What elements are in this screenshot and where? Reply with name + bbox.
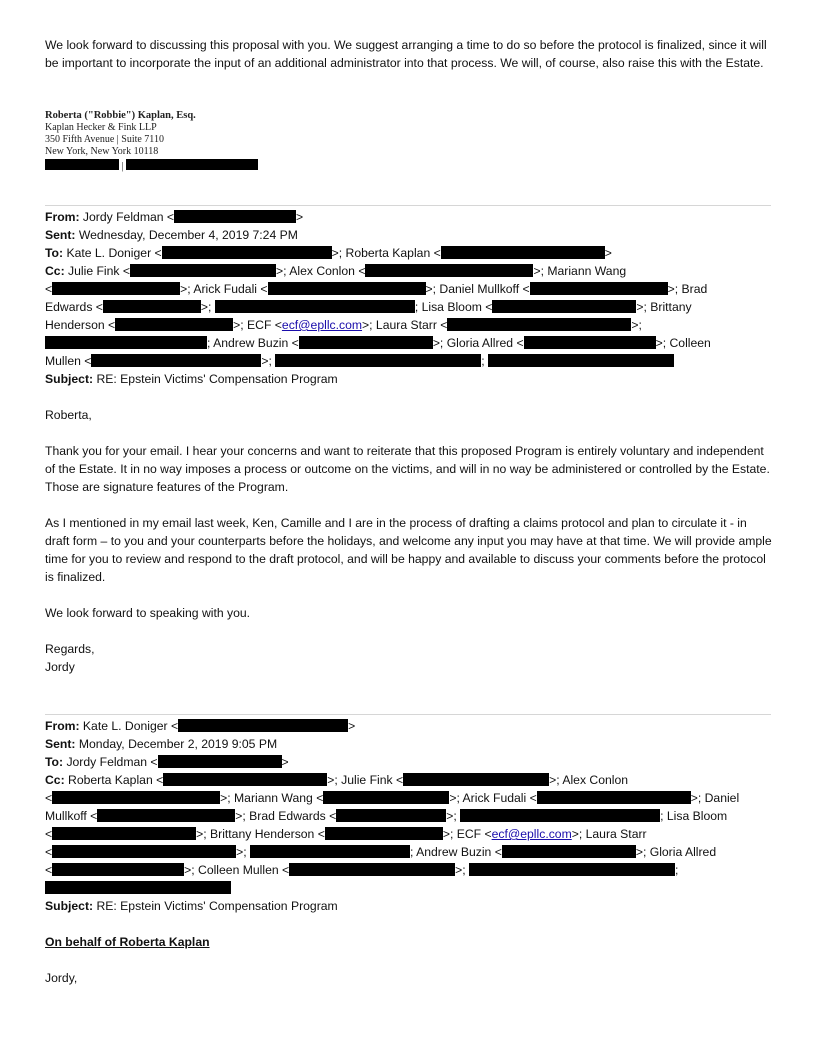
email2-subject-line: Subject: RE: Epstein Victims' Compensation Program: [45, 899, 338, 913]
redaction-box: [323, 791, 449, 804]
email2-from-line: From: Kate L. Doniger < >: [45, 719, 356, 733]
redaction-box: [492, 300, 636, 313]
redaction-box: [52, 863, 184, 876]
redaction-box: [441, 246, 605, 259]
email2-sent-line: Sent: Monday, December 2, 2019 9:05 PM: [45, 737, 278, 751]
redaction-box: [162, 246, 332, 259]
redaction-box: [52, 282, 180, 295]
redaction-box: [275, 354, 481, 367]
redaction-box: [215, 300, 415, 313]
redaction-box: [45, 159, 119, 170]
ecf-email-link[interactable]: ecf@epllc.com: [281, 318, 363, 332]
signature-address-line2: New York, New York 10118: [45, 146, 159, 157]
email1-cc-line: Cc: Julie Fink < >; Alex Conlon < >; Mariann Wang: [45, 264, 627, 278]
redaction-box: [158, 755, 282, 768]
email1-cc-line: Mullen < >; ;: [45, 352, 773, 370]
email1-paragraph-2: As I mentioned in my email last week, Ken, Camille and I are in the process of drafting a claims protocol and plan to circulate it - in draft form – to you and your counterparts before the holidays, and welcome any input you may have at that time. We will provide ample time for you to review and respond to the draft protocol, and will be happy and available to discuss your comments before the protocol is finalized.: [45, 516, 772, 584]
signature-name: Roberta ("Robbie") Kaplan, Esq.: [45, 110, 196, 121]
email2-on-behalf-heading: On behalf of Roberta Kaplan: [45, 935, 210, 949]
email1-cc-line: ; Andrew Buzin < >; Gloria Allred < >; Colleen: [45, 334, 773, 352]
redaction-box: [403, 773, 549, 786]
email1-signoff: Jordy: [45, 660, 75, 674]
redaction-box: [336, 809, 446, 822]
email1-from-line: From: Jordy Feldman < >: [45, 210, 304, 224]
email2-cc-line: Cc: Roberta Kaplan < >; Julie Fink < >; Alex Conlon: [45, 773, 629, 787]
email1-header: [45, 208, 773, 388]
redaction-box: [250, 845, 410, 858]
redaction-box: [289, 863, 455, 876]
email1-greeting: Roberta,: [45, 408, 92, 422]
email2-cc-line: [45, 879, 773, 897]
email1-sent-line: Sent: Wednesday, December 4, 2019 7:24 PM: [45, 228, 298, 242]
email2-cc-line: < >; Mariann Wang < >; Arick Fudali < >; Daniel: [45, 791, 740, 805]
redaction-box: [365, 264, 533, 277]
redaction-box: [325, 827, 443, 840]
email1-cc-line: Edwards < >; ; Lisa Bloom < >; Brittany: [45, 300, 692, 314]
redaction-box: [115, 318, 233, 331]
redaction-box: [45, 336, 207, 349]
redaction-box: [97, 809, 235, 822]
signature-firm: Kaplan Hecker & Fink LLP: [45, 122, 157, 133]
redaction-box: [52, 845, 236, 858]
signature-address-line1: 350 Fifth Avenue | Suite 7110: [45, 134, 164, 145]
email1-paragraph-3: We look forward to speaking with you.: [45, 606, 251, 620]
redaction-box: [502, 845, 636, 858]
email2-cc-line: < >; Colleen Mullen < >; ;: [45, 863, 679, 877]
redaction-box: [52, 827, 196, 840]
redaction-box: [45, 881, 231, 894]
redaction-box: [268, 282, 426, 295]
email2-to-line: To: Jordy Feldman < >: [45, 755, 289, 769]
redaction-box: [126, 159, 258, 170]
email2-cc-line: < >; Brittany Henderson < >; ECF <ecf@epllc.com>; Laura Starr: [45, 827, 647, 841]
email2-cc-line: Mullkoff < >; Brad Edwards < >; ; Lisa Bloom: [45, 809, 728, 823]
redaction-box: [460, 809, 660, 822]
redaction-box: [299, 336, 433, 349]
redaction-box: [130, 264, 276, 277]
email-divider: [45, 714, 771, 715]
email1-cc-line: < >; Arick Fudali < >; Daniel Mullkoff < >; Brad: [45, 282, 708, 296]
redaction-box: [488, 354, 674, 367]
ecf-email-link[interactable]: ecf@epllc.com: [491, 827, 572, 841]
email1-paragraph-1: Thank you for your email. I hear your concerns and want to reiterate that this proposed Program is entirely voluntary and independent of the Estate. It in no way imposes a process or outcome on the victims, and will in no way be administered or controlled by the Estate. Those are signature features of the Program.: [45, 444, 770, 494]
redaction-box: [537, 791, 691, 804]
email1-to-line: To: Kate L. Doniger < >; Roberta Kaplan < >: [45, 246, 612, 260]
redaction-box: [469, 863, 675, 876]
email2-greeting: Jordy,: [45, 971, 78, 985]
redaction-box: [178, 719, 348, 732]
signature-contact-line: [45, 159, 258, 173]
redaction-box: [447, 318, 631, 331]
signature-block: [45, 110, 258, 173]
signature-separator: |: [121, 161, 124, 172]
redaction-box: [163, 773, 327, 786]
email-divider: [45, 205, 771, 206]
intro-paragraph: We look forward to discussing this proposal with you. We suggest arranging a time to do so before the protocol is finalized, since it will be important to incorporate the input of an additional administrator into that process. We will, of course, also raise this with the Estate.: [45, 38, 767, 70]
email1-cc-line: Henderson < >; ECF <ecf@epllc.com>; Laura Starr < >;: [45, 318, 642, 332]
email1-subject-line: Subject: RE: Epstein Victims' Compensation Program: [45, 372, 338, 386]
redaction-box: [91, 354, 261, 367]
redaction-box: [52, 791, 220, 804]
redaction-box: [103, 300, 201, 313]
redaction-box: [174, 210, 296, 223]
redaction-box: [530, 282, 668, 295]
redaction-box: [524, 336, 656, 349]
email1-closing: Regards,: [45, 642, 95, 656]
email2-header: [45, 717, 773, 915]
email2-cc-line: < >; ; Andrew Buzin < >; Gloria Allred: [45, 845, 717, 859]
